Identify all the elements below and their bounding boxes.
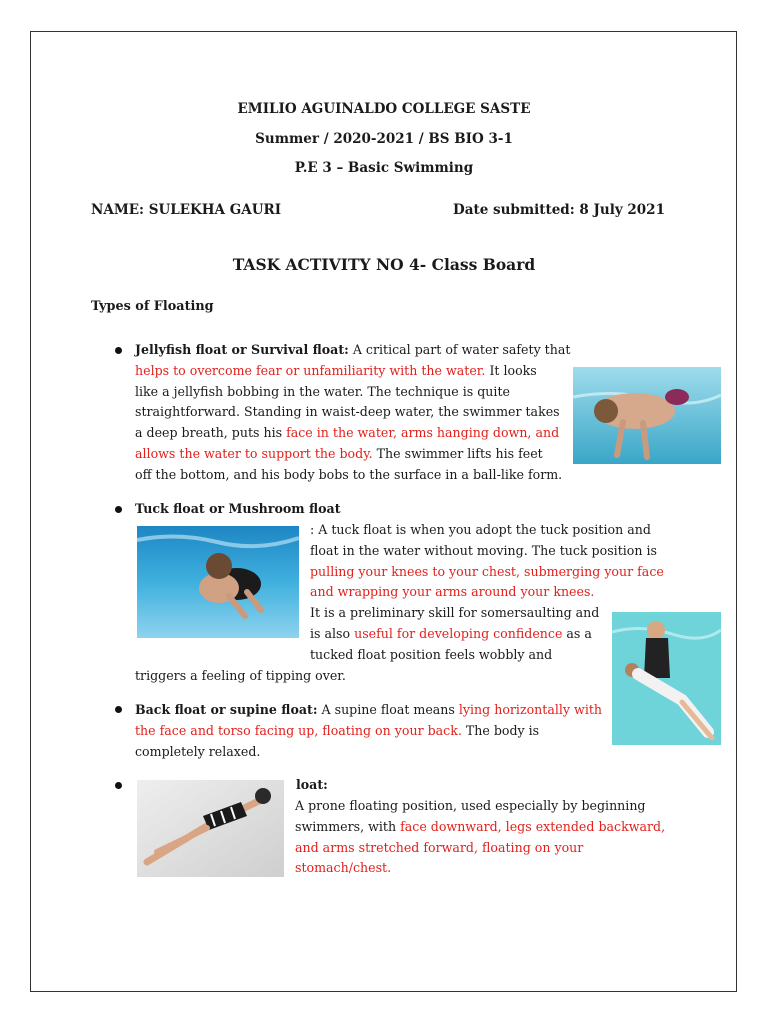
body-text: completely relaxed. (135, 743, 261, 759)
body-text: A critical part of water safety that (348, 342, 571, 357)
text-line (135, 666, 435, 687)
date-submitted: Date submitted: 8 July 2021 (453, 202, 665, 218)
tuck-float-text-cont (135, 666, 435, 687)
term-line: Summer / 2020-2021 / BS BIO 3-1 (255, 131, 513, 147)
text-line (135, 742, 605, 763)
text-line (295, 858, 685, 879)
back-float-photo (612, 612, 721, 745)
task-title: TASK ACTIVITY NO 4- Class Board (232, 255, 536, 274)
text-line (295, 838, 685, 859)
body-text: tucked float position feels wobbly and (310, 646, 553, 662)
body-text: A supine float means (317, 702, 459, 717)
highlighted-text: face downward, legs extended backward, (400, 818, 666, 834)
prone-float-title-partial: loat: (296, 777, 328, 792)
body-text: triggers a feeling of tipping over. (135, 668, 346, 683)
prone-float-text (295, 796, 685, 879)
text-line (310, 541, 657, 562)
text-line (135, 465, 575, 486)
body-text: a deep breath, puts his (135, 425, 287, 441)
text-line (310, 520, 651, 541)
body-text: The swimmer lifts his feet (372, 445, 543, 461)
back-float-text (135, 700, 605, 762)
body-text: It is a preliminary skill for somersaulting and (310, 605, 600, 621)
body-text: swimmers, with (295, 818, 401, 834)
body-text: The body is (461, 722, 540, 738)
body-text: is also (310, 625, 355, 641)
text-line (310, 645, 630, 666)
student-name: NAME: SULEKHA GAURI (91, 202, 282, 218)
highlighted-text: lying horizontally with (458, 702, 603, 717)
highlighted-text: stomach/chest. (295, 860, 392, 876)
tuck-float-photo (137, 526, 299, 638)
text-line (135, 721, 605, 742)
jellyfish-float-text (135, 340, 575, 486)
text-line (135, 382, 575, 403)
text-line (135, 402, 575, 423)
body-text: float in the water without moving. The tuck position is (310, 542, 657, 558)
bullet-1 (115, 347, 122, 354)
text-line (135, 361, 575, 382)
highlighted-text: helps to overcome fear or unfamiliarity with the water. (135, 362, 486, 378)
college-name: EMILIO AGUINALDO COLLEGE SASTE (237, 101, 531, 117)
tuck-float-text (310, 520, 664, 666)
bullet-3 (115, 706, 122, 713)
item-title: Back float or supine float: (135, 702, 318, 717)
highlighted-text: pulling your knees to your chest, submerging your face (310, 563, 664, 579)
body-text: : A tuck float is when you adopt the tuck position and (310, 522, 651, 537)
text-line (310, 562, 664, 583)
highlighted-text: allows the water to support the body. (135, 445, 373, 461)
text-line (310, 624, 630, 645)
text-line (135, 423, 575, 444)
text-line (310, 603, 630, 624)
highlighted-text: and wrapping your arms around your knees. (310, 584, 595, 600)
body-text: It looks (485, 362, 537, 378)
text-line (135, 340, 575, 361)
prone-float-photo (137, 780, 284, 877)
body-text: A prone floating position, used especially by beginning (295, 798, 646, 813)
body-text: off the bottom, and his body bobs to the surface in a ball-like form. (135, 466, 563, 482)
jellyfish-float-photo (573, 367, 721, 464)
course-line: P.E 3 – Basic Swimming (294, 160, 474, 176)
text-line (135, 700, 605, 721)
body-text: as a (562, 625, 592, 641)
highlighted-text: useful for developing confidence (354, 625, 563, 641)
bullet-4 (115, 782, 122, 789)
highlighted-text: the face and torso facing up, floating on your back. (135, 722, 462, 738)
highlighted-text: face in the water, arms hanging down, and (286, 425, 560, 441)
body-text: like a jellyfish bobbing in the water. The technique is quite (135, 383, 510, 399)
item-title: Jellyfish float or Survival float: (135, 342, 349, 357)
highlighted-text: and arms stretched forward, floating on your (295, 839, 584, 855)
bullet-2 (115, 506, 122, 513)
tuck-float-title: Tuck float or Mushroom float (135, 501, 341, 516)
text-line (310, 582, 630, 603)
text-line (295, 817, 685, 838)
body-text: straightforward. Standing in waist-deep water, the swimmer takes (135, 404, 560, 420)
section-heading: Types of Floating (91, 299, 214, 314)
text-line (135, 444, 575, 465)
text-line (295, 796, 685, 817)
